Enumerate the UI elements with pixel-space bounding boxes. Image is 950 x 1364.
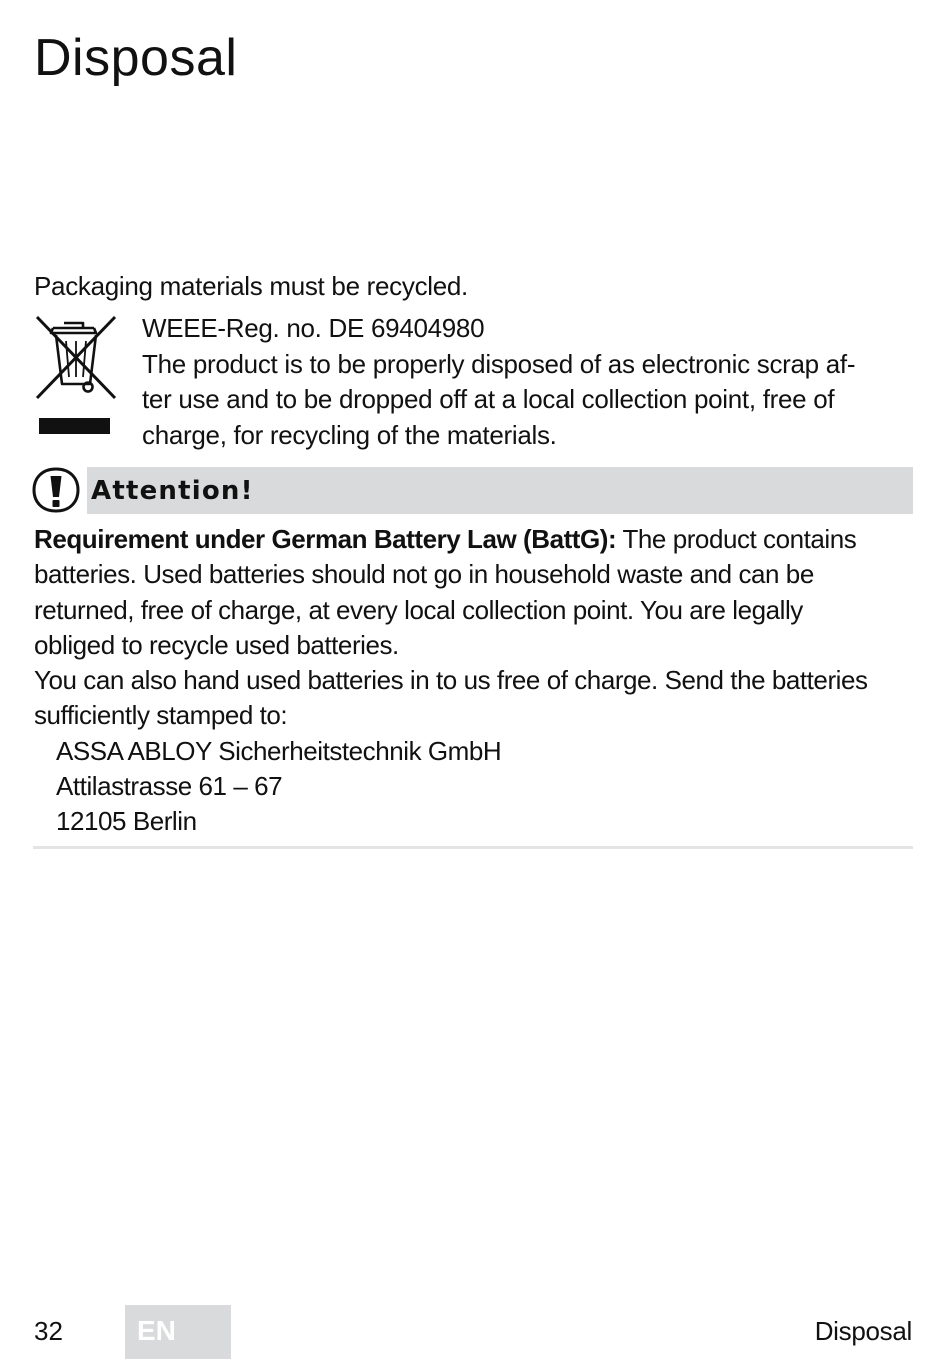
weee-registration-number: WEEE-Reg. no. DE 69404980 [142, 313, 485, 343]
page-title: Disposal [34, 29, 238, 87]
address-company: ASSA ABLOY Sicherheitstechnik GmbH [56, 735, 502, 766]
packaging-recycle-note: Packaging materials must be recycled. [34, 271, 468, 301]
notice-text-line: obliged to recycle used batteries. [34, 629, 399, 660]
address-street: Attilastrasse 61 – 67 [56, 771, 283, 802]
exclamation-icon [32, 466, 80, 514]
notice-text-line: returned, free of charge, at every local collection point. You are legally [34, 594, 803, 625]
notice-text-line: batteries. Used batteries should not go in household waste and can be [34, 559, 814, 590]
address-city: 12105 Berlin [56, 806, 197, 837]
battery-law-notice [34, 522, 914, 840]
footer-section-title: Disposal [814, 1316, 912, 1346]
language-label: EN [137, 1315, 176, 1346]
weee-text-line: charge, for recycling of the materials. [142, 419, 557, 450]
attention-label: Attention! [91, 476, 254, 506]
notice-text-line: sufficiently stamped to: [34, 700, 288, 731]
weee-info [142, 311, 912, 453]
section-divider [33, 846, 913, 849]
notice-text: The product contains [616, 524, 857, 554]
weee-text-line: The product is to be properly disposed of as electronic scrap af- [142, 348, 856, 379]
page-number: 32 [34, 1316, 63, 1346]
notice-first-line [34, 522, 914, 557]
notice-text-line: You can also hand used batteries in to us free of charge. Send the batteries [34, 665, 868, 696]
weee-text-line: ter use and to be dropped off at a local collection point, free of [142, 384, 835, 414]
battery-law-heading: Requirement under German Battery Law (BattG): [34, 524, 617, 554]
crossed-out-wheelie-bin-icon [34, 314, 118, 438]
